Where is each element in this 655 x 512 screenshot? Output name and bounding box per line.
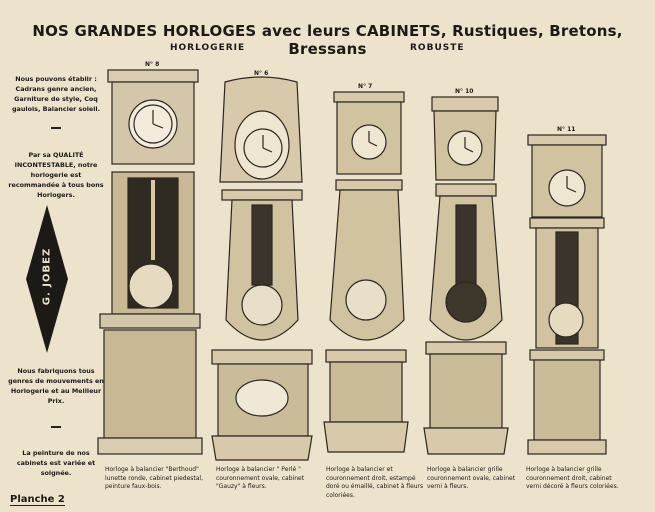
page-title: NOS GRANDES HORLOGES avec leurs CABINETS, Rustiques, Bretons, Bressans xyxy=(32,22,623,58)
side-text-1: Nous pouvons établir : Cadrans genre ancien, Garniture de style, Coq gaulois, Balancier soleil. xyxy=(11,75,101,113)
clock-n10-illustration xyxy=(424,97,508,454)
clock-caption: Horloge à balancier "Berthoud" lunette ronde, cabinet piedestal, peinture faux-bois. xyxy=(105,466,203,490)
side-text-4: La peinture de nos cabinets est variée et soignée. xyxy=(16,449,96,477)
clock-caption: Horloge à balancier et couronnement droit, estampé doré ou émaillé, cabinet à fleurs coloriées. xyxy=(326,466,424,499)
logo-text: G. JOBEZ xyxy=(41,247,53,306)
side-text-3: Nous fabriquons tous genres de mouvements en Horlogerie et au Meilleur Prix. xyxy=(8,367,104,405)
clock-number: N° 8 xyxy=(145,61,160,68)
clock-n8-illustration xyxy=(98,70,202,454)
clock-n11-illustration xyxy=(528,135,606,454)
clock-caption: Horloge à balancier grille couronnement ovale, cabinet verni à fleurs. xyxy=(427,466,516,490)
clock-number: N° 6 xyxy=(254,70,269,77)
clock-caption: Horloge à balancier " Perlé " couronnement ovale, cabinet "Gauzy" à fleurs. xyxy=(216,466,305,490)
clock-caption: Horloge à balancier grille couronnement droit, cabinet verni décoré à fleurs coloriées. xyxy=(526,466,619,490)
side-text-2: Par sa QUALITÉ INCONTESTABLE, notre horlogerie est recommandée à tous bons Horlogers. xyxy=(8,151,104,199)
plate-number: Planche 2 xyxy=(10,494,65,505)
clock-n7-illustration xyxy=(324,92,408,452)
clock-number: N° 11 xyxy=(557,126,576,133)
subtitle-horlogerie: HORLOGERIE xyxy=(170,43,246,53)
clock-n6-illustration xyxy=(212,77,312,460)
subtitle-robuste: ROBUSTE xyxy=(410,43,465,53)
clock-number: N° 10 xyxy=(455,88,474,95)
clock-number: N° 7 xyxy=(358,83,373,90)
